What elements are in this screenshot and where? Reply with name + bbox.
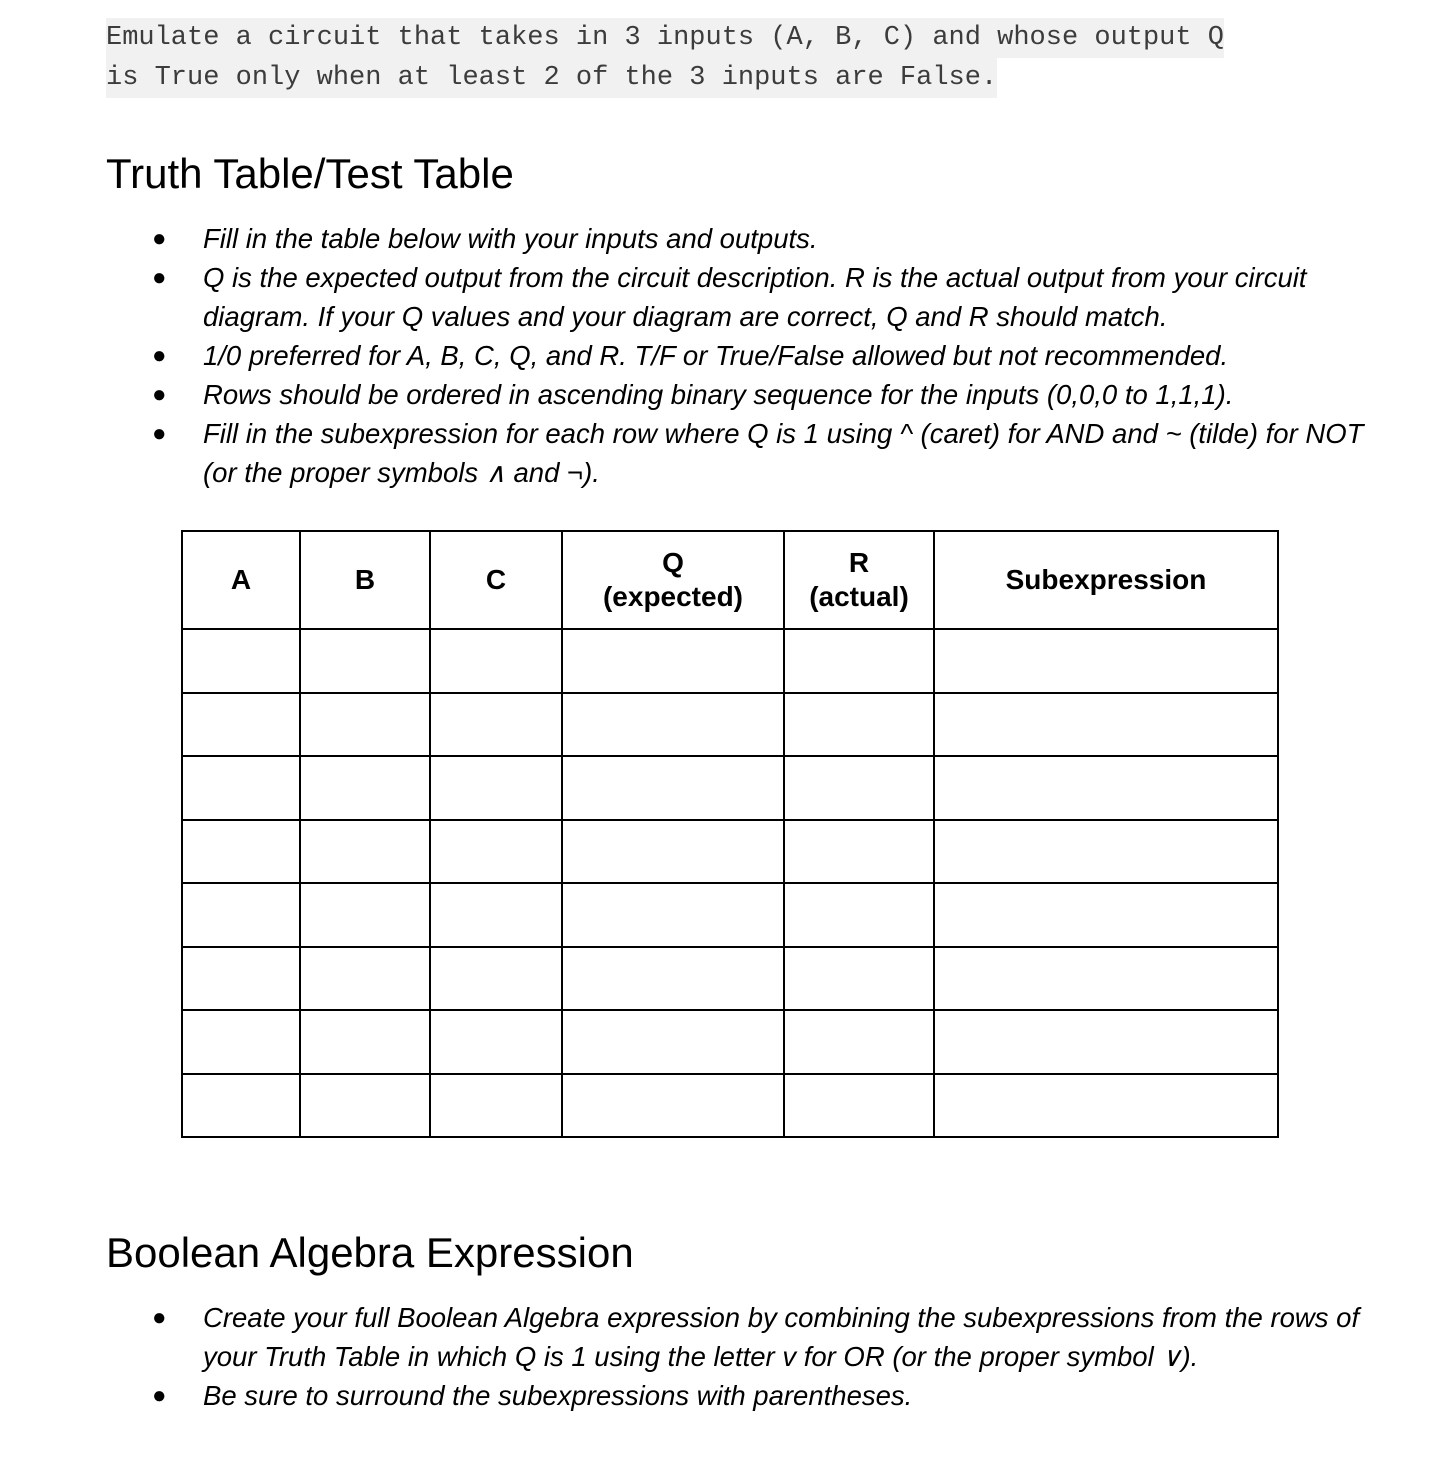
cell-subexpression[interactable] (934, 947, 1278, 1011)
instruction-item (150, 1298, 1370, 1376)
cell-a[interactable] (182, 629, 300, 693)
cell-a[interactable] (182, 1074, 300, 1138)
cell-q[interactable] (562, 693, 784, 757)
cell-r[interactable] (784, 1010, 934, 1074)
cell-c[interactable] (430, 629, 562, 693)
table-row (182, 947, 1278, 1011)
table-row (182, 1074, 1278, 1138)
cell-c[interactable] (430, 883, 562, 947)
cell-a[interactable] (182, 756, 300, 820)
cell-b[interactable] (300, 947, 430, 1011)
truth-table (181, 530, 1279, 1138)
cell-q[interactable] (562, 820, 784, 884)
instruction-text: Q is the expected output from the circuit description. R is the actual output from your circuit diagram. If your Q values and your diagram are correct, Q and R should match. (203, 262, 1307, 332)
cell-subexpression[interactable] (934, 693, 1278, 757)
truth-table-heading: Truth Table/Test Table (106, 150, 514, 197)
column-header-r (784, 531, 934, 629)
instruction-text: Be sure to surround the subexpressions with parentheses. (203, 1380, 913, 1411)
column-header-q-label: Q (662, 547, 684, 578)
cell-b[interactable] (300, 820, 430, 884)
cell-r[interactable] (784, 629, 934, 693)
cell-subexpression[interactable] (934, 883, 1278, 947)
cell-a[interactable] (182, 883, 300, 947)
cell-a[interactable] (182, 693, 300, 757)
column-header-b: B (300, 531, 430, 629)
instruction-item (150, 1376, 1370, 1415)
column-header-r-note: (actual) (809, 581, 909, 612)
cell-q[interactable] (562, 883, 784, 947)
cell-subexpression[interactable] (934, 756, 1278, 820)
cell-q[interactable] (562, 1074, 784, 1138)
instruction-item (150, 336, 1370, 375)
instruction-item (150, 414, 1370, 492)
boolean-expression-instructions (150, 1298, 1370, 1415)
cell-b[interactable] (300, 629, 430, 693)
instruction-text: Create your full Boolean Algebra expression by combining the subexpressions from the rows of your Truth Table in which Q is 1 using the letter v for OR (or the proper symbol ∨). (203, 1302, 1360, 1372)
problem-prompt (106, 18, 1356, 98)
cell-r[interactable] (784, 756, 934, 820)
cell-a[interactable] (182, 820, 300, 884)
column-header-q-note: (expected) (602, 581, 744, 612)
cell-subexpression[interactable] (934, 1010, 1278, 1074)
cell-r[interactable] (784, 883, 934, 947)
column-header-subexpression: Subexpression (934, 531, 1278, 629)
instruction-item (150, 258, 1370, 336)
table-row (182, 629, 1278, 693)
cell-a[interactable] (182, 1010, 300, 1074)
table-row (182, 820, 1278, 884)
cell-b[interactable] (300, 1074, 430, 1138)
instruction-text: Fill in the table below with your inputs and outputs. (203, 223, 818, 254)
instruction-text: 1/0 preferred for A, B, C, Q, and R. T/F or True/False allowed but not recommended. (203, 340, 1229, 371)
cell-b[interactable] (300, 756, 430, 820)
cell-b[interactable] (300, 693, 430, 757)
table-row (182, 756, 1278, 820)
cell-b[interactable] (300, 1010, 430, 1074)
table-row (182, 883, 1278, 947)
boolean-expression-heading: Boolean Algebra Expression (106, 1229, 634, 1276)
table-header-row (182, 531, 1278, 629)
prompt-line-2: is True only when at least 2 of the 3 inputs are False. (106, 58, 997, 98)
prompt-line-1: Emulate a circuit that takes in 3 inputs (A, B, C) and whose output Q (106, 18, 1224, 58)
cell-q[interactable] (562, 756, 784, 820)
column-header-c: C (430, 531, 562, 629)
cell-r[interactable] (784, 693, 934, 757)
column-header-a: A (182, 531, 300, 629)
cell-q[interactable] (562, 947, 784, 1011)
column-header-q (562, 531, 784, 629)
cell-b[interactable] (300, 883, 430, 947)
cell-subexpression[interactable] (934, 820, 1278, 884)
cell-a[interactable] (182, 947, 300, 1011)
cell-c[interactable] (430, 693, 562, 757)
cell-c[interactable] (430, 756, 562, 820)
cell-subexpression[interactable] (934, 629, 1278, 693)
bullet-icon: ● (152, 1304, 167, 1331)
cell-c[interactable] (430, 820, 562, 884)
truth-table-instructions (150, 219, 1370, 492)
cell-c[interactable] (430, 947, 562, 1011)
cell-q[interactable] (562, 629, 784, 693)
cell-r[interactable] (784, 820, 934, 884)
instruction-text: Rows should be ordered in ascending binary sequence for the inputs (0,0,0 to 1,1,1). (203, 379, 1234, 410)
cell-subexpression[interactable] (934, 1074, 1278, 1138)
column-header-r-label: R (848, 547, 870, 578)
instruction-text: Fill in the subexpression for each row where Q is 1 using ^ (caret) for AND and ~ (tilde) for NOT (or the proper symbols ∧ and ¬). (203, 418, 1364, 488)
cell-c[interactable] (430, 1010, 562, 1074)
instruction-item (150, 375, 1370, 414)
bullet-icon: ● (152, 1382, 167, 1409)
bullet-icon: ● (152, 264, 167, 291)
bullet-icon: ● (152, 381, 167, 408)
cell-c[interactable] (430, 1074, 562, 1138)
cell-q[interactable] (562, 1010, 784, 1074)
instruction-item (150, 219, 1370, 258)
bullet-icon: ● (152, 342, 167, 369)
cell-r[interactable] (784, 947, 934, 1011)
cell-r[interactable] (784, 1074, 934, 1138)
table-row (182, 1010, 1278, 1074)
bullet-icon: ● (152, 225, 167, 252)
table-row (182, 693, 1278, 757)
bullet-icon: ● (152, 420, 167, 447)
